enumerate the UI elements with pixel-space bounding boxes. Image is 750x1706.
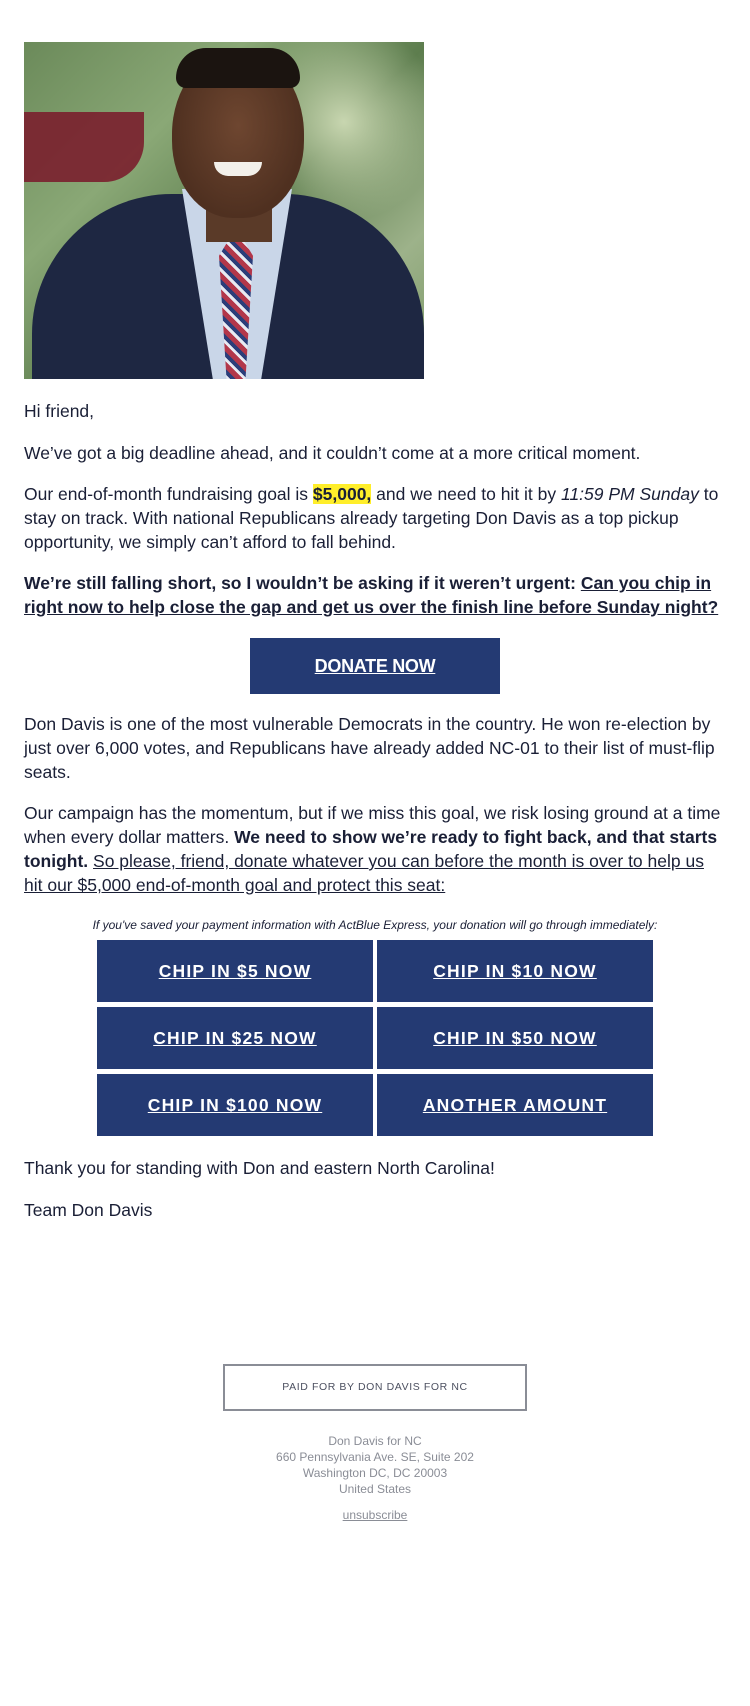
- actblue-express-note: If you've saved your payment information with ActBlue Express, your donation will go through immediately:: [92, 918, 658, 932]
- paragraph-deadline: We’ve got a big deadline ahead, and it couldn’t come at a more critical moment.: [24, 443, 641, 463]
- paid-for-disclaimer: PAID FOR BY DON DAVIS FOR NC: [223, 1364, 527, 1411]
- donate-now-button[interactable]: DONATE NOW: [250, 638, 500, 694]
- goal-text-after: to stay on track. With national Republicans already targeting Don Davis as a top pickup opportunity, we simply can’t afford to fall behind.: [24, 484, 719, 552]
- chip-in-25-button[interactable]: CHIP IN $25 NOW: [97, 1007, 373, 1069]
- unsubscribe-link[interactable]: unsubscribe: [342, 1508, 408, 1522]
- paragraph-urgent: [24, 571, 724, 619]
- email-footer: [0, 1364, 750, 1522]
- signature: Team Don Davis: [24, 1200, 153, 1220]
- photo-hair: [176, 48, 300, 88]
- donate-whatever-link[interactable]: So please, friend, donate whatever you can before the month is over to help us hit our $5,000 end-of-month goal and protect this seat:: [24, 851, 704, 895]
- donate-cta-wrapper: [0, 638, 750, 694]
- goal-text-middle: and we need to hit it by: [371, 484, 562, 504]
- chip-in-5-button[interactable]: CHIP IN $5 NOW: [97, 940, 373, 1002]
- photo-background-awning: [24, 112, 144, 182]
- address-city: Washington DC, DC 20003: [302, 1466, 448, 1480]
- momentum-plain-text: Our campaign has the momentum, but if we miss this goal, we risk losing ground at a time when every dollar matters.: [24, 803, 721, 847]
- email-body: [24, 42, 724, 1222]
- mailing-address: [0, 1433, 750, 1497]
- another-amount-button[interactable]: ANOTHER AMOUNT: [377, 1074, 653, 1136]
- paragraph-goal: [24, 482, 724, 554]
- address-country: United States: [338, 1482, 412, 1496]
- chip-in-10-button[interactable]: CHIP IN $10 NOW: [377, 940, 653, 1002]
- address-street: 660 Pennsylvania Ave. SE, Suite 202: [276, 1450, 474, 1464]
- chip-in-link[interactable]: Can you chip in right now to help close the gap and get us over the finish line before Sunday night?: [24, 573, 719, 617]
- thank-you-line: Thank you for standing with Don and eastern North Carolina!: [24, 1158, 495, 1178]
- momentum-bold-text: We need to show we’re ready to fight back, and that starts tonight.: [24, 827, 718, 871]
- paragraph-vulnerable: Don Davis is one of the most vulnerable Democrats in the country. He won re-election by just over 6,000 votes, and Republicans have already added NC-01 to their list of must-flip seats.: [24, 714, 715, 782]
- photo-smile: [214, 162, 262, 176]
- paragraph-momentum: [24, 801, 724, 897]
- greeting: Hi friend,: [24, 401, 95, 421]
- goal-amount-highlight: $5,000,: [312, 484, 372, 504]
- goal-deadline: 11:59 PM Sunday: [561, 484, 699, 504]
- address-org: Don Davis for NC: [328, 1434, 422, 1448]
- candidate-photo: [24, 42, 424, 379]
- donation-button-grid: [97, 940, 653, 1136]
- chip-in-100-button[interactable]: CHIP IN $100 NOW: [97, 1074, 373, 1136]
- goal-text-before: Our end-of-month fundraising goal is: [24, 484, 313, 504]
- urgent-bold-text: We’re still falling short, so I wouldn’t be asking if it weren’t urgent:: [24, 573, 581, 593]
- chip-in-50-button[interactable]: CHIP IN $50 NOW: [377, 1007, 653, 1069]
